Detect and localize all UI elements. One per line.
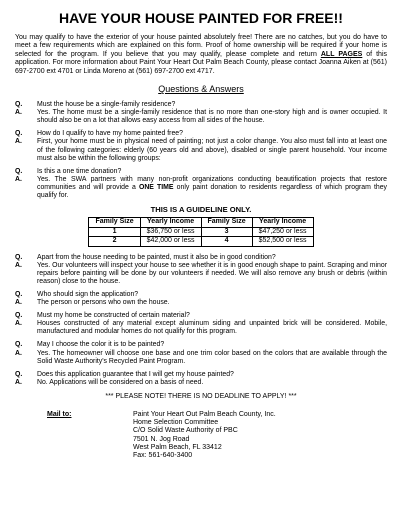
question-tag: Q. [15, 312, 23, 320]
table-cell: $36,750 or less [140, 227, 201, 237]
answer-tag: A. [15, 299, 22, 307]
answer-text-part: Yes. The SWA partners with many non-profit organizations conducting beautification projects that restore communities and will provide a [37, 175, 387, 191]
question-tag: Q. [15, 290, 23, 298]
table-header-cell: Yearly Income [252, 218, 313, 228]
question-tag: Q. [15, 370, 23, 378]
table-row [89, 237, 313, 247]
address-line: West Palm Beach, FL 33412 [133, 444, 222, 452]
qa-item [15, 101, 387, 125]
answer-text: No. Applications will be considered on a basis of need. [37, 378, 204, 386]
table-row [89, 227, 313, 237]
address-line: Home Selection Committee [133, 419, 219, 427]
income-table [88, 217, 313, 247]
table-cell: $42,000 or less [140, 237, 201, 247]
deadline-note: *** PLEASE NOTE! THERE IS NO DEADLINE TO APPLY! *** [105, 392, 297, 400]
table-cell: 1 [89, 227, 140, 237]
table-header-cell: Yearly Income [140, 218, 201, 228]
table-cell: 3 [201, 227, 252, 237]
mail-address [133, 411, 276, 461]
intro-text-2: of this application. For more information about Paint Your Heart Out Palm Beach County, please contact Joanna Aiken at (561) 697-2700 ext 4701 or Linda Moreno at (561) 697-2700 ext 4717. [15, 50, 387, 75]
guideline-heading: THIS IS A GUIDELINE ONLY. [150, 205, 252, 215]
answer-text: First, your home must be in physical need of painting; not just a color change. You also must fall into at least one of the following categories: elderly (60 years old and above), disabled or single parent household. Your income must also be within the following groups: [37, 138, 387, 162]
answer-tag: A. [15, 261, 22, 269]
table-header-cell: Family Size [201, 218, 252, 228]
mail-to-label: Mail to: [47, 410, 72, 418]
qa-item [15, 168, 387, 200]
intro-emphasis: ALL PAGES [320, 50, 363, 58]
question-text: Does this application guarantee that I will get my house painted? [37, 370, 234, 378]
qa-item [15, 254, 387, 286]
table-cell: 4 [201, 237, 252, 247]
qa-item [15, 312, 387, 336]
section-heading: Questions & Answers [158, 84, 244, 95]
question-text: Is this a one time donation? [37, 167, 122, 175]
answer-text: Houses constructed of any material except aluminum siding and unpainted brick will be considered. Mobile, manufactured and modular homes do not qualify for this program. [37, 320, 387, 336]
question-text: Who should sign the application? [37, 290, 139, 298]
address-line: Paint Your Heart Out Palm Beach County, Inc. [133, 410, 276, 418]
answer-tag: A. [15, 175, 22, 183]
question-tag: Q. [15, 130, 23, 138]
question-tag: Q. [15, 101, 23, 109]
answer-emphasis: ONE TIME [138, 183, 174, 191]
answer-text: Yes. The homeowner will choose one base and one trim color based on the colors that are available through the Solid Waste Authority's Recycled Paint Program. [37, 349, 387, 365]
question-tag: Q. [15, 341, 23, 349]
question-text: Apart from the house needing to be painted, must it also be in good condition? [37, 253, 276, 261]
question-tag: Q. [15, 253, 23, 261]
intro-paragraph [15, 34, 387, 76]
page-title: HAVE YOUR HOUSE PAINTED FOR FREE!! [59, 10, 343, 26]
answer-text: Yes. Our volunteers will inspect your house to see whether it is in good enough shape to paint. Scraping and minor repairs before painting will be done by our volunteers if needed. We will also remove any brush or debris (within reason) close to the house. [37, 261, 387, 285]
answer-tag: A. [15, 109, 22, 117]
answer-tag: A. [15, 349, 22, 357]
table-cell: $47,250 or less [252, 227, 313, 237]
question-tag: Q. [15, 167, 23, 175]
intro-text-1: You may qualify to have the exterior of your house painted absolutely free! There are no catches, but you do have to meet a few requirements which are explained on this form. Proof of home ownership will be required if your home is selected for the program. If you believe that you may qualify, please complete and return [15, 34, 387, 58]
address-line: Fax: 561-640-3400 [133, 452, 193, 460]
address-line: 7501 N. Jog Road [133, 435, 190, 443]
table-header-row [89, 218, 313, 228]
qa-item [15, 130, 387, 162]
question-text: Must my home be constructed of certain material? [37, 312, 190, 320]
answer-text: Yes. The home must be a single-family residence that is no more than one-story high and is owner occupied. It should also be on a lot that allows easy access from all sides of the house. [37, 109, 387, 125]
qa-item [15, 341, 387, 365]
table-cell: 2 [89, 237, 140, 247]
answer-text-part: only paint donation to residents regardless of which program they qualify for. [37, 183, 387, 199]
qa-item [15, 371, 387, 387]
mail-to-block [15, 411, 387, 461]
answer-tag: A. [15, 378, 22, 386]
table-cell: $52,500 or less [252, 237, 313, 247]
answer-tag: A. [15, 320, 22, 328]
table-header-cell: Family Size [89, 218, 140, 228]
answer-tag: A. [15, 138, 22, 146]
question-text: Must the house be a single-family residence? [37, 101, 176, 109]
question-text: How do I qualify to have my home painted free? [37, 130, 183, 138]
question-text: May I choose the color it is to be painted? [37, 341, 165, 349]
answer-text [37, 176, 387, 200]
answer-text: The person or persons who own the house. [37, 299, 170, 307]
qa-item [15, 291, 387, 307]
address-line: C/O Solid Waste Authority of PBC [133, 427, 238, 435]
